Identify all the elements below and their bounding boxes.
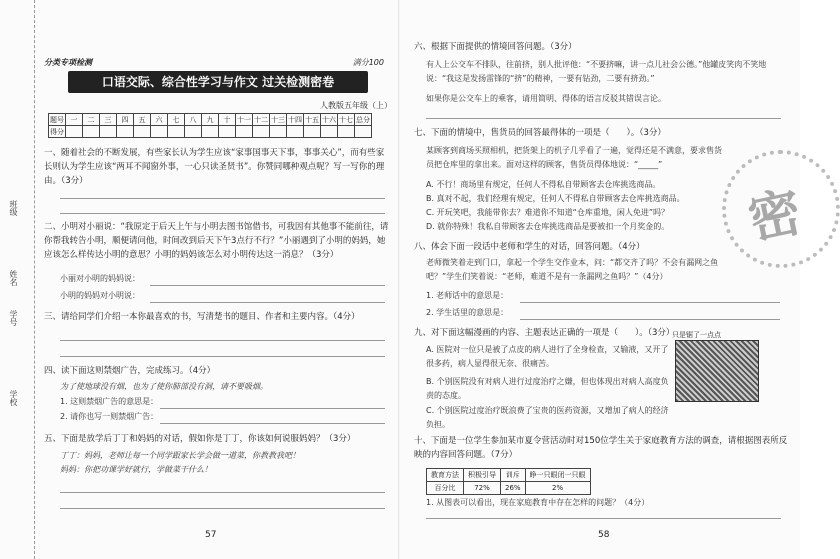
dialogue-line-1: 丁丁：妈妈，老师让每一个同学跟家长学会做一道菜，你教教我吧！ [60,451,300,460]
question-4: 四、读下面这则禁烟广告，完成练习。（4分） [44,366,216,376]
question-5: 五、下面是放学后丁丁和妈妈的对话，假如你是丁丁，你该如何说服妈妈？（3分） [44,434,356,444]
table-cell: 72% [464,482,501,495]
question-8-passage: 老师微笑着走到门口，拿起一个学生交作业本，问：“都交齐了吗？不会有漏网之鱼吧？”学生们笑着说：“老师，难道不是有一条漏网之鱼吗？”（4分） [426,258,719,281]
answer-line[interactable] [160,423,385,424]
score-blank[interactable] [219,126,236,138]
question-8-part-2: 2. 学生话里的意思是： [426,308,509,317]
table-cell: 百分比 [427,482,464,495]
score-table-header-row [49,114,372,126]
score-blank[interactable] [83,126,100,138]
stamp-character: 密 [743,182,807,252]
option-a[interactable]: A. 医院对一位只是被了点皮的病人进行了全身检查，又输液，又开了很多药，病人显得很无奈、很痛苦。 [426,345,669,368]
score-cell: 十七 [339,115,353,124]
question-2: 二、小明对小丽说：“我原定于后天上午与小明去图书馆借书，可我因有其他事不能前往，请你帮我转告小明，顺便请问他，时间改到后天下午3点行不行？”小丽遇到了小明的妈妈，她应该怎么样传达小明的意思？小明的妈妈该怎么对小明传达这一消息？（3分） [44,222,389,260]
question-10-part-1: 1. 从图表可以看出，现在家庭教育中存在怎样的问题？（4分） [426,498,650,507]
score-cell: 七 [168,114,185,126]
score-cell: 九 [202,114,219,126]
question-9: 九、对下面这幅漫画的内容、主题表达正确的一项是（ ）。（3分） [414,328,675,338]
table-cell: 训斥 [501,469,526,482]
survey-table [426,468,591,495]
smoking-ad: 为了使地球没有烟，也为了使你肺部没有洞，请不要吸烟。 [60,382,268,391]
dialogue-line-2: 妈妈：你把功课学好就行，学做菜干什么！ [60,465,212,474]
score-cell: 十四 [288,115,302,124]
question-6: 六、根据下面提供的情境回答问题。（3分） [414,42,577,52]
left-page [0,0,400,559]
answer-line[interactable] [426,518,781,519]
question-8-part-1: 1. 老师话中的意思是： [426,291,509,300]
table-cell: 2% [525,482,590,495]
score-cell: 三 [100,114,117,126]
question-6-prompt: 如果你是公交车上的乘客，请用简明、得体的语言反驳其错误言论。 [426,94,666,103]
score-cell: 十三 [271,115,285,124]
margin-label-school: 学校 [9,390,18,406]
option-b[interactable]: B. 真对不起，我们经理有规定，任何人不得私自带顾客去仓库挑选商品。 [426,194,685,203]
option-c[interactable]: C. 开玩笑吧，我能带你去？难道你不知道“仓库重地，闲人免进”吗？ [426,208,669,217]
answer-line[interactable] [60,198,385,199]
option-b[interactable]: B. 个别医院没有对病人进行过度治疗之嫌，但也体现出对病人高度负责的态度。 [426,377,669,400]
option-d[interactable]: D. 就你特殊！我私自带顾客去仓库挑选商品是要被扣一个月奖金的。 [426,222,670,231]
margin-label-name: 姓名 [9,270,18,286]
page-number: 58 [598,530,610,540]
table-cell: 睁一只眼闭一只眼 [525,469,590,482]
score-blank[interactable] [100,126,117,138]
score-blank[interactable] [185,126,202,138]
question-2-part-a: 小丽对小明的妈妈说： [60,274,140,283]
score-cell: 二 [83,114,100,126]
answer-line[interactable] [150,285,385,286]
answer-line[interactable] [520,319,780,320]
score-cell: 十六 [322,115,336,124]
exam-title: 口语交际、综合性学习与作文 过关检测密卷 [68,71,368,93]
question-10: 十、下面是一位学生参加某市夏令营活动时对150位学生关于家庭教育方法的调查，请根据图表所反映的内容回答问题。（7分） [414,436,788,460]
score-cell: 十 [219,114,236,126]
score-blank[interactable] [304,126,321,138]
score-cell: 四 [117,114,134,126]
table-cell: 积极引导 [464,469,501,482]
score-blank[interactable] [270,126,287,138]
score-cell: 十五 [305,115,319,124]
score-blank[interactable] [66,126,83,138]
score-blank[interactable] [151,126,168,138]
option-c[interactable]: C. 个别医院过度治疗既浪费了宝贵的医药资源，又增加了病人的经济负担。 [426,406,669,429]
question-3: 三、请给同学们介绍一本你最喜欢的书，写清楚书的题目、作者和主要内容。（4分） [44,312,360,322]
score-cell: 总分 [356,115,370,124]
question-1: 一、随着社会的不断发展，有些家长认为学生应该“家事国事天下事，事事关心”，而有些家长则认为学生应该“两耳不闻窗外事，一心只读圣贤书”。你赞同哪种观点呢？写一写你的理由。（3分） [44,148,385,186]
edition-label: 人教版五年级（上） [320,101,392,110]
question-6-scenario: 有人上公交车不排队，往前挤，别人批评他：“不要挤嘛，讲一点儿社会公德。”他罐皮笑肉不笑地说：“我这是发扬雷锋的“挤”的精神，一要有钻劲，二要有挤劲。” [426,60,767,83]
score-blank[interactable] [355,126,372,138]
score-blank[interactable] [134,126,151,138]
score-cell: 十二 [254,115,268,124]
score-label: 得分 [50,127,64,136]
option-a[interactable]: A. 不行！商场里有规定，任何人不得私自带顾客去仓库挑选商品。 [426,180,661,189]
score-blank[interactable] [253,126,270,138]
answer-line[interactable] [60,213,385,214]
score-cell: 题号 [50,115,64,124]
answer-line[interactable] [60,356,385,357]
margin-label-class: 班级 [9,200,18,216]
answer-line[interactable] [520,302,780,303]
answer-line[interactable] [60,340,385,341]
score-blank[interactable] [117,126,134,138]
score-table-score-row [49,126,372,138]
question-2-part-b: 小明的妈妈对小明说： [60,291,140,300]
question-7: 七、下面的情境中，售货员的回答最得体的一项是（ ）。（3分） [414,128,666,138]
question-4-part-2: 2. 请你也写一则禁烟广告： [60,412,159,421]
score-cell: 十一 [237,115,251,124]
answer-line[interactable] [150,302,385,303]
question-4-part-1: 1. 这则禁烟广告的意思是： [60,397,159,406]
table-cell: 教育方法 [427,469,464,482]
series-label: 分类专项检测 [44,58,92,67]
answer-line[interactable] [426,118,781,119]
cartoon-caption: 只是锯了一点点 [672,331,721,339]
question-8: 八、体会下面一段话中老师和学生的对话，回答问题。（4分） [414,242,645,252]
survey-table-header [427,469,591,482]
score-cell: 一 [66,114,83,126]
table-cell: 26% [501,482,526,495]
page-number: 57 [205,530,217,540]
score-blank[interactable] [287,126,304,138]
score-blank[interactable] [236,126,253,138]
exam-banner [40,57,390,97]
score-blank[interactable] [321,126,338,138]
score-blank[interactable] [168,126,185,138]
score-cell: 六 [151,114,168,126]
score-blank[interactable] [338,126,355,138]
score-table [48,113,372,138]
answer-line[interactable] [60,508,385,509]
score-cell: 八 [185,114,202,126]
cartoon-image [675,340,759,402]
answer-line[interactable] [160,408,385,409]
score-blank[interactable] [202,126,219,138]
full-score-label: 满分100 [352,58,384,67]
margin-label-number: 学号 [9,310,18,326]
survey-table-row [427,482,591,495]
binding-margin [0,0,35,559]
answer-line[interactable] [60,492,385,493]
secret-stamp [722,150,840,268]
question-7-scenario: 某顾客到商场买照相机，把货架上的机子几乎看了一遍，觉得还是不满意，要求售货员把仓库里的拿出来。面对这样的顾客，售货员得体地说：“_____” [426,146,722,169]
score-cell: 五 [134,114,151,126]
